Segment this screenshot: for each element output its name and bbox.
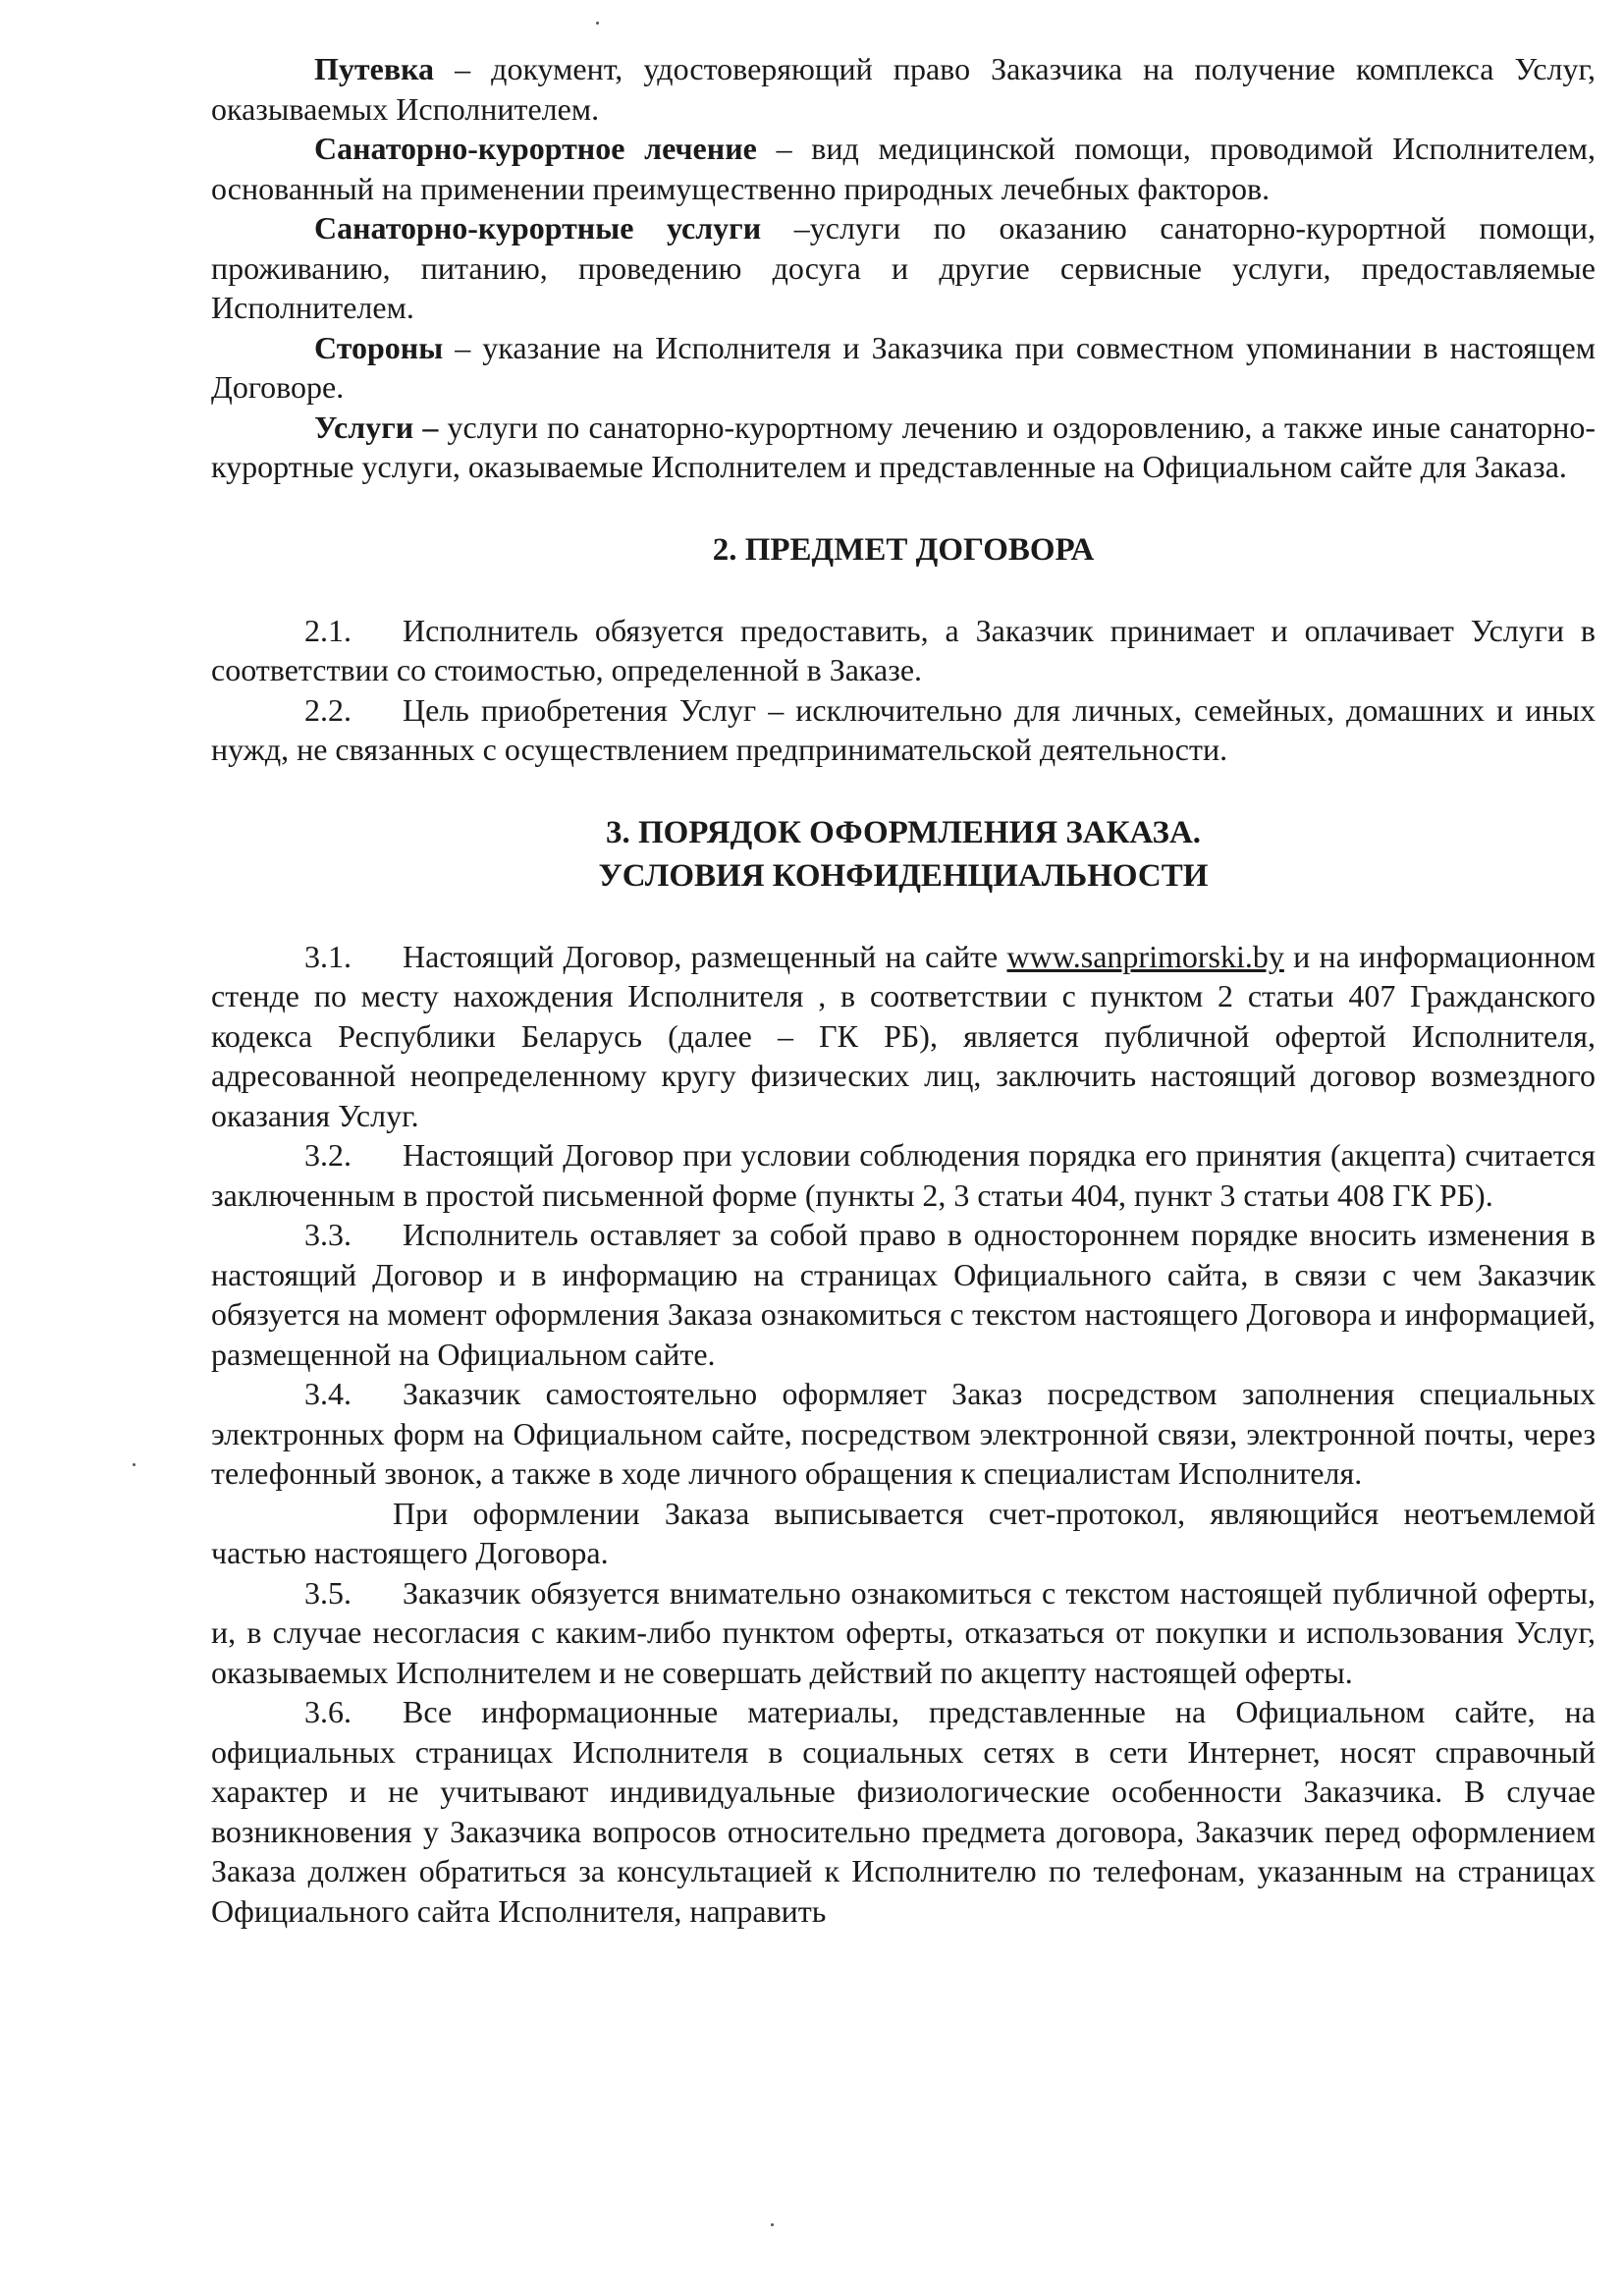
scan-speck: [596, 22, 599, 25]
section-3-heading-line1: 3. ПОРЯДОК ОФОРМЛЕНИЯ ЗАКАЗА.: [605, 814, 1202, 850]
clause-text: Настоящий Договор при условии соблюдения порядка его принятия (акцепта) считается заключенным в простой письменной форме (пункты 2, 3 статьи 404, пункт 3 статьи 408 ГК РБ).: [211, 1137, 1596, 1213]
clause-3-6: [211, 1692, 1596, 1931]
clause-text: Заказчик обязуется внимательно ознакомиться с текстом настоящей публичной оферты, и, в случае несогласия с каким-либо пунктом оферты, отказаться от покупки и использования Услуг, оказываемых Исполнителем и не совершать действий по акцепту настоящей оферты.: [211, 1574, 1596, 1690]
clause-3-4-subparagraph: При оформлении Заказа выписывается счет-протокол, являющийся неотъемлемой частью настоящего Договора.: [211, 1495, 1596, 1570]
clause-number: 2.2.: [304, 691, 352, 728]
clause-number: 3.2.: [304, 1137, 352, 1173]
clause-3-4: [211, 1374, 1596, 1494]
clause-text: Исполнитель обязуется предоставить, а Заказчик принимает и оплачивает Услуги в соответствии со стоимостью, определенной в Заказе.: [211, 612, 1596, 687]
clause-text: Все информационные материалы, представленные на Официальном сайте, на официальных страницах Исполнителя в социальных сетях в сети Интернет, носят справочный характер и не учитывают индивидуальные физиологические особенности Заказчика. В случае возникновения у Заказчика вопросов относительно предмета договора, Заказчик перед оформлением Заказа должен обратиться за консультацией к Исполнителю по телефонам, указанным на страницах Официального сайта Исполнителя, направить: [211, 1694, 1596, 1929]
definition-term: Услуги –: [314, 409, 439, 445]
clause-number: 2.1.: [304, 612, 352, 648]
section-3-heading-line2: УСЛОВИЯ КОНФИДЕНЦИАЛЬНОСТИ: [598, 857, 1209, 894]
definition-text: –услуги по оказанию санаторно-курортной помощи, проживанию, питанию, проведению досуга и другие сервисные услуги, предоставляемые Исполнителем.: [211, 210, 1596, 325]
definition-term: Санаторно-курортное лечение: [314, 131, 757, 166]
definition-text: – вид медицинской помощи, проводимой Исполнителем, основанный на применении преимущественно природных лечебных факторов.: [211, 131, 1597, 206]
clause-number: 3.6.: [304, 1694, 352, 1729]
definition-sanatorium-treatment: [211, 129, 1596, 208]
website-link[interactable]: www.sanprimorski.by: [1006, 938, 1284, 974]
clause-3-2: [211, 1135, 1596, 1215]
clause-number: 3.5.: [304, 1574, 352, 1611]
definition-text: – документ, удостоверяющий право Заказчика на получение комплекса Услуг, оказываемых Исполнителем.: [211, 51, 1596, 127]
definition-putevka: [211, 49, 1596, 129]
clause-2-2: [211, 690, 1596, 770]
clause-text: Заказчик самостоятельно оформляет Заказ посредством заполнения специальных электронных форм на Официальном сайте, посредством электронной связи, электронной почты, через телефонный звонок, а также в ходе личного обращения к специалистам Исполнителя.: [211, 1376, 1596, 1491]
document-page: [211, 49, 1596, 1931]
definition-term: Путевка: [314, 51, 435, 86]
section-2-heading: 2. ПРЕДМЕТ ДОГОВОРА: [712, 531, 1095, 568]
definition-text: – указание на Исполнителя и Заказчика при совместном упоминании в настоящем Договоре.: [211, 329, 1596, 405]
scan-speck: [133, 1463, 135, 1466]
clause-2-1: [211, 611, 1596, 690]
definition-services: [211, 408, 1596, 487]
clause-number: 3.1.: [304, 938, 352, 974]
scan-speck: [771, 2223, 774, 2226]
definition-text: услуги по санаторно-курортному лечению и оздоровлению, а также иные санаторно-курортные услуги, оказываемые Исполнителем и представленные на Официальном сайте для Заказа.: [211, 409, 1597, 484]
clause-text: и на информационном стенде по месту нахождения Исполнителя , в соответствии с пунктом 2 статьи 407 Гражданского кодекса Республики Беларусь (далее – ГК РБ), является публичной офертой Исполнителя, адресованной неопределенному кругу физических лиц, заключить настоящий договор возмездного оказания Услуг.: [211, 938, 1597, 1133]
definition-term: Санаторно-курортные услуги: [314, 210, 762, 246]
clause-3-3: [211, 1215, 1596, 1374]
clause-number: 3.3.: [304, 1217, 352, 1252]
clause-text: Цель приобретения Услуг – исключительно для личных, семейных, домашних и иных нужд, не связанных с осуществлением предпринимательской деятельности.: [211, 691, 1596, 767]
clause-3-5: [211, 1573, 1596, 1693]
clause-3-1: [211, 937, 1596, 1136]
clause-number: 3.4.: [304, 1376, 352, 1411]
clause-text: Настоящий Договор, размещенный на сайте: [403, 938, 1007, 974]
definition-term: Стороны: [314, 329, 444, 365]
definition-sanatorium-services: [211, 208, 1596, 328]
clause-text: Исполнитель оставляет за собой право в одностороннем порядке вносить изменения в настоящий Договор и в информацию на страницах Официального сайта, в связи с чем Заказчик обязуется на момент оформления Заказа ознакомиться с текстом настоящего Договора и информацией, размещенной на Официальном сайте.: [211, 1217, 1596, 1372]
definition-parties: [211, 328, 1596, 408]
